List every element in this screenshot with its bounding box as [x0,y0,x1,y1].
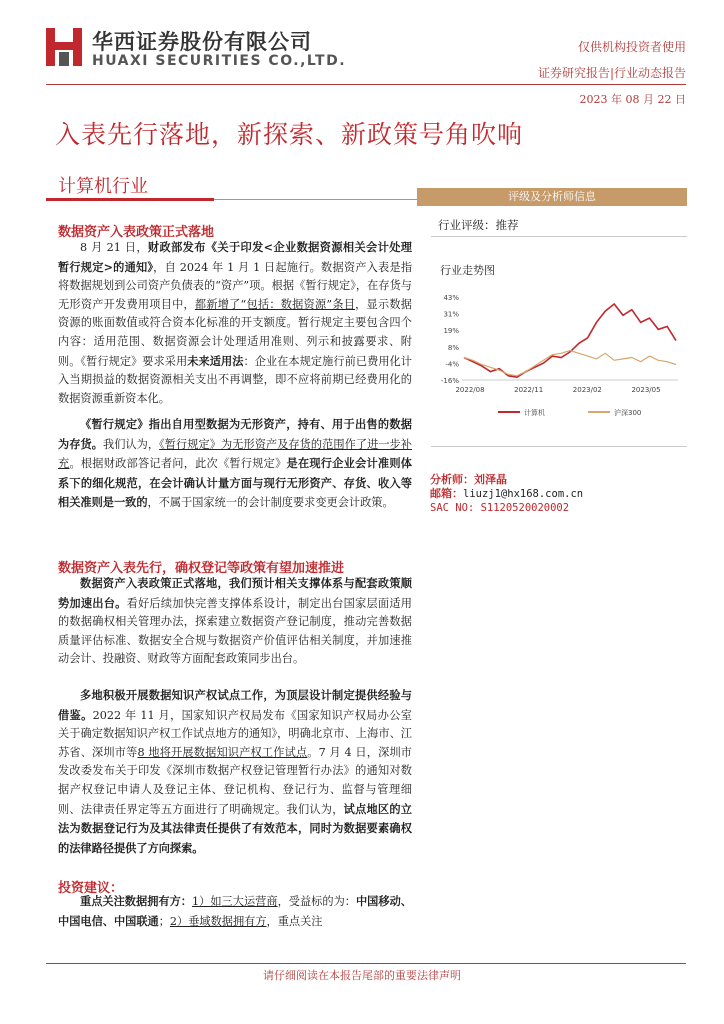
report-date: 2023 年 08 月 22 日 [579,93,686,106]
section1-paragraph1: 8 月 21 日，财政部发布《关于印发<企业数据资源相关会计处理暂行规定>的通知》，自 2024 年 1 月 1 日起施行。数据资产入表是指将数据规划到公司资产负债表的“资产”项。根据《暂行规定》，在存货与无形资产开发费用项目中，都新增了“包括：数据资源”条目，显示数据资源的账面数值或符合资本化标准的开支额度。暂行规定主要包含四个内容：适用范围、数据资源会计处理适用准则、列示和披露要求、附则。《暂行规定》要求采用未来适用法：企业在本规定施行前已费用化计入当期损益的数据资源相关支出不再调整，即不应将前期已经费用化的数据资源重新资本化。 [58,240,413,405]
email-label: 邮箱： [430,486,463,500]
y-tick-label: 8% [447,343,459,352]
investment-title: 投资建议： [58,881,124,896]
report-type: 证券研究报告|行业动态报告 [537,66,686,80]
section1-title: 数据资产入表政策正式落地 [58,225,215,240]
analyst-name: 刘泽晶 [474,473,507,486]
analyst-info [430,473,583,516]
series-line-computer [464,304,676,377]
footer-disclaimer: 请仔细阅读在本报告尾部的重要法律声明 [263,969,461,982]
industry-underline [46,198,214,201]
chart-divider [431,446,687,447]
report-title: 入表先行落地，新探索、新政策号角吹响 [55,120,524,149]
company-logo [46,26,82,68]
y-tick-label: 43% [443,294,459,302]
series-line-hs300 [464,351,676,376]
y-tick-label: 19% [443,327,459,336]
industry-rule [214,199,417,200]
trend-chart [420,285,684,425]
chart-title: 行业走势图 [440,264,495,277]
y-tick-label: -4% [445,360,459,369]
industry-rating: 行业评级：推荐 [438,218,519,232]
rating-section-band: 评级及分析师信息 [417,188,687,206]
audience-note: 仅供机构投资者使用 [577,40,686,54]
company-name-en: HUAXI SECURITIES CO.,LTD. [92,53,347,69]
investment-paragraph: 重点关注数据拥有方：1）如三大运营商，受益标的为：中国移动、中国电信、中国联通；2）垂域数据拥有方，重点关注 [58,894,412,928]
footer-divider [46,963,686,964]
legend-label: 计算机 [524,409,545,417]
section1-paragraph2: 《暂行规定》指出自用型数据为无形资产，持有、用于出售的数据为存货。我们认为，《暂行规定》为无形资产及存货的范围作了进一步补充。根据财政部答记者问，此次《暂行规定》是在现行企业会计准则体系下的细化规范，在会计确认计量方面与现行无形资产、存货、收入等相关准则是一致的，不属于国家统一的会计制度要求变更会计政策。 [58,417,412,510]
company-name-cn: 华西证券股份有限公司 [92,30,312,54]
section2-paragraph2: 多地积极开展数据知识产权试点工作，为顶层设计制定提供经验与借鉴。2022 年 11 月，国家知识产权局发布《国家知识产权局办公室关于确定数据知识产权工作试点地方的通知》，明确北京市、上海市、江苏省、深圳市等8 地将开展数据知识产权工作试点。7 月 4 日，深圳市发改委发布关于印发《深圳市数据产权登记管理暂行办法》的通知对数据产权登记申请人及登记主体、登记机构、登记行为、监督与管理细则、法律责任界定等五方面进行了明确规定。我们认为，试点地区的立法为数据登记行为及其法律责任提供了有效范本，同时为数据要素确权的法律路径提供了方向探索。 [58,688,412,855]
analyst-label: 分析师： [430,473,474,486]
y-tick-label: 31% [443,310,459,319]
x-tick-label: 2022/08 [455,386,485,394]
rating-divider [431,236,687,237]
x-tick-label: 2023/05 [631,386,661,394]
industry-label: 计算机行业 [58,176,148,197]
legend-label: 沪深300 [614,409,642,417]
y-tick-label: -16% [440,377,459,385]
section2-paragraph1: 数据资产入表政策正式落地，我们预计相关支撑体系与配套政策顺势加速出台。看好后续加快完善支撑体系设计，制定出台国家层面适用的数据确权相关管理办法，探索建立数据资产登记制度，推动完善数据质量评估标准、数据安全合规与数据资产价值评估相关制度，并加速推动会计、投融资、财政等方面配套政策同步出台。 [58,576,412,666]
section2-title: 数据资产入表先行，确权登记等政策有望加速推进 [58,561,345,576]
x-tick-label: 2022/11 [514,386,544,394]
x-tick-label: 2023/02 [572,386,602,394]
header-divider [46,84,686,85]
analyst-email[interactable]: liuzj1@hx168.com.cn [463,487,584,500]
sac-number: SAC NO: S1120520020002 [430,502,570,514]
